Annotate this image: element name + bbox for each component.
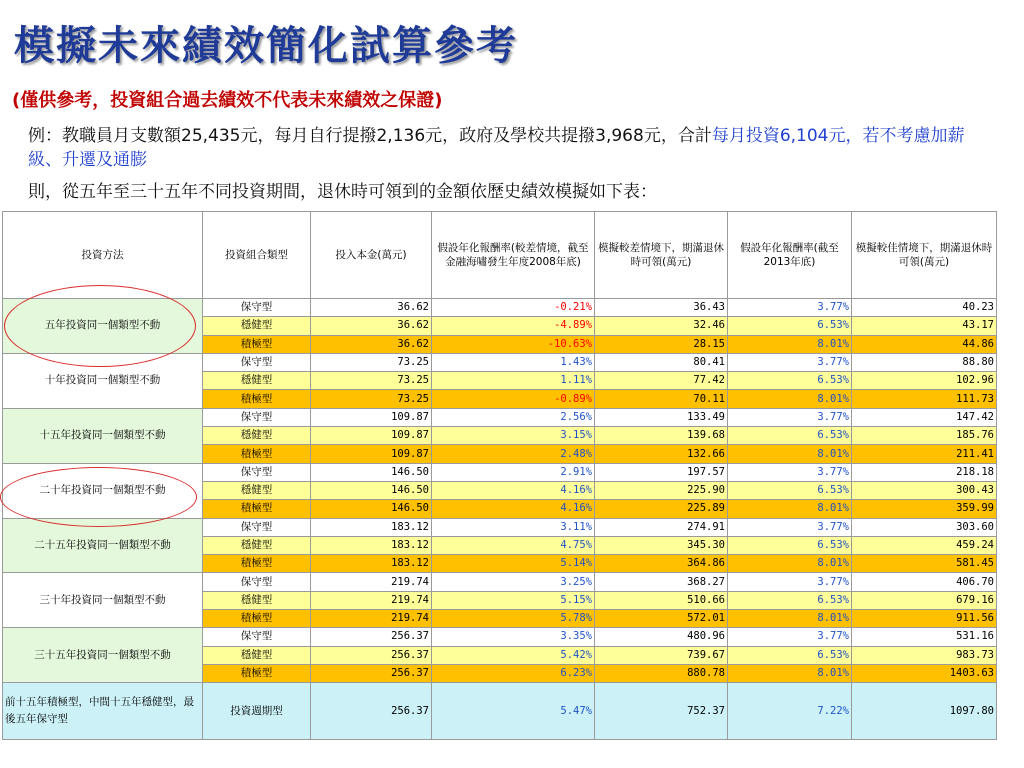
highlight-circle-20yr: [0, 467, 197, 527]
portfolio-type-cell: 穩健型: [203, 481, 311, 499]
good-rate-cell: 3.77%: [728, 628, 852, 646]
good-amount-cell: 40.23: [852, 299, 997, 317]
principal-cell: 219.74: [311, 591, 432, 609]
investment-method-cell: 三十年投資同一個類型不動: [3, 573, 203, 628]
good-rate-cell: 6.53%: [728, 372, 852, 390]
principal-cell: 146.50: [311, 481, 432, 499]
bad-amount-cell: 510.66: [595, 591, 728, 609]
bad-amount-cell: 133.49: [595, 408, 728, 426]
header-portfolio-type: 投資組合類型: [203, 212, 311, 299]
table-row: [3, 628, 997, 646]
bad-amount-cell: 32.46: [595, 317, 728, 335]
principal-cell: 183.12: [311, 555, 432, 573]
principal-cell: 256.37: [311, 683, 432, 740]
investment-method-cell: 五年投資同一個類型不動: [3, 299, 203, 354]
portfolio-type-cell: 穩健型: [203, 536, 311, 554]
good-amount-cell: 218.18: [852, 463, 997, 481]
portfolio-type-cell: 穩健型: [203, 427, 311, 445]
bad-amount-cell: 752.37: [595, 683, 728, 740]
principal-cell: 73.25: [311, 372, 432, 390]
bad-rate-cell: 3.25%: [432, 573, 595, 591]
investment-method-cell: 十年投資同一個類型不動: [3, 353, 203, 408]
bad-amount-cell: 36.43: [595, 299, 728, 317]
good-amount-cell: 359.99: [852, 500, 997, 518]
principal-cell: 36.62: [311, 299, 432, 317]
good-amount-cell: 43.17: [852, 317, 997, 335]
portfolio-type-cell: 保守型: [203, 408, 311, 426]
bad-rate-cell: 5.78%: [432, 610, 595, 628]
header-principal: 投入本金(萬元): [311, 212, 432, 299]
good-amount-cell: 581.45: [852, 555, 997, 573]
principal-cell: 73.25: [311, 390, 432, 408]
good-amount-cell: 459.24: [852, 536, 997, 554]
portfolio-type-cell: 積極型: [203, 390, 311, 408]
bad-amount-cell: 480.96: [595, 628, 728, 646]
portfolio-type-cell: 穩健型: [203, 591, 311, 609]
bad-amount-cell: 132.66: [595, 445, 728, 463]
good-amount-cell: 44.86: [852, 335, 997, 353]
principal-cell: 73.25: [311, 353, 432, 371]
bad-rate-cell: 5.47%: [432, 683, 595, 740]
bad-rate-cell: 3.11%: [432, 518, 595, 536]
portfolio-type-cell: 保守型: [203, 463, 311, 481]
good-amount-cell: 300.43: [852, 481, 997, 499]
portfolio-type-cell: 穩健型: [203, 646, 311, 664]
good-rate-cell: 6.53%: [728, 427, 852, 445]
bad-amount-cell: 572.01: [595, 610, 728, 628]
good-rate-cell: 3.77%: [728, 299, 852, 317]
bad-rate-cell: -0.89%: [432, 390, 595, 408]
example-highlight-text: 每月投資6,104元，若不考慮加薪級、升遷及通膨: [28, 126, 965, 170]
portfolio-type-cell: 積極型: [203, 610, 311, 628]
good-amount-cell: 211.41: [852, 445, 997, 463]
bad-rate-cell: 5.15%: [432, 591, 595, 609]
bad-rate-cell: 2.91%: [432, 463, 595, 481]
bad-rate-cell: 4.16%: [432, 500, 595, 518]
principal-cell: 109.87: [311, 408, 432, 426]
good-rate-cell: 3.77%: [728, 463, 852, 481]
portfolio-type-cell: 積極型: [203, 500, 311, 518]
principal-cell: 36.62: [311, 317, 432, 335]
good-amount-cell: 1097.80: [852, 683, 997, 740]
good-rate-cell: 3.77%: [728, 518, 852, 536]
bad-amount-cell: 345.30: [595, 536, 728, 554]
portfolio-type-cell: 積極型: [203, 664, 311, 682]
good-rate-cell: 6.53%: [728, 317, 852, 335]
portfolio-type-cell: 保守型: [203, 518, 311, 536]
good-rate-cell: 6.53%: [728, 646, 852, 664]
investment-method-cell: 二十五年投資同一個類型不動: [3, 518, 203, 573]
bad-rate-cell: 1.11%: [432, 372, 595, 390]
principal-cell: 36.62: [311, 335, 432, 353]
principal-cell: 256.37: [311, 646, 432, 664]
bad-amount-cell: 139.68: [595, 427, 728, 445]
principal-cell: 256.37: [311, 664, 432, 682]
good-amount-cell: 911.56: [852, 610, 997, 628]
example-paragraph: [28, 124, 994, 172]
bad-rate-cell: 1.43%: [432, 353, 595, 371]
good-amount-cell: 88.80: [852, 353, 997, 371]
table-row-cycle: [3, 683, 997, 740]
bad-amount-cell: 368.27: [595, 573, 728, 591]
bad-rate-cell: -0.21%: [432, 299, 595, 317]
portfolio-type-cell: 積極型: [203, 555, 311, 573]
bad-rate-cell: 5.14%: [432, 555, 595, 573]
header-bad-rate: 假設年化報酬率(較差情境，截至金融海嘯發生年度2008年底): [432, 212, 595, 299]
good-amount-cell: 303.60: [852, 518, 997, 536]
good-amount-cell: 1403.63: [852, 664, 997, 682]
bad-amount-cell: 364.86: [595, 555, 728, 573]
good-rate-cell: 8.01%: [728, 610, 852, 628]
principal-cell: 109.87: [311, 427, 432, 445]
good-amount-cell: 531.16: [852, 628, 997, 646]
portfolio-type-cell: 保守型: [203, 299, 311, 317]
bad-rate-cell: 4.75%: [432, 536, 595, 554]
highlight-circle-5yr: [4, 285, 196, 367]
table-header-row: [3, 212, 997, 299]
table-row: [3, 573, 997, 591]
table-row: [3, 408, 997, 426]
good-rate-cell: 8.01%: [728, 335, 852, 353]
principal-cell: 219.74: [311, 573, 432, 591]
principal-cell: 183.12: [311, 518, 432, 536]
portfolio-type-cell: 投資週期型: [203, 683, 311, 740]
portfolio-type-cell: 保守型: [203, 628, 311, 646]
bad-rate-cell: 2.56%: [432, 408, 595, 426]
bad-rate-cell: 3.15%: [432, 427, 595, 445]
good-rate-cell: 7.22%: [728, 683, 852, 740]
good-rate-cell: 3.77%: [728, 408, 852, 426]
good-rate-cell: 6.53%: [728, 481, 852, 499]
bad-rate-cell: -10.63%: [432, 335, 595, 353]
portfolio-type-cell: 積極型: [203, 445, 311, 463]
good-rate-cell: 8.01%: [728, 500, 852, 518]
bad-rate-cell: 2.48%: [432, 445, 595, 463]
good-rate-cell: 6.53%: [728, 536, 852, 554]
good-rate-cell: 8.01%: [728, 555, 852, 573]
bad-amount-cell: 225.89: [595, 500, 728, 518]
good-amount-cell: 983.73: [852, 646, 997, 664]
good-amount-cell: 185.76: [852, 427, 997, 445]
bad-rate-cell: -4.89%: [432, 317, 595, 335]
principal-cell: 256.37: [311, 628, 432, 646]
portfolio-type-cell: 穩健型: [203, 317, 311, 335]
page-title: 模擬未來績效簡化試算參考: [14, 23, 518, 69]
bad-rate-cell: 3.35%: [432, 628, 595, 646]
bad-amount-cell: 80.41: [595, 353, 728, 371]
good-rate-cell: 6.53%: [728, 591, 852, 609]
investment-method-cell: 前十五年積極型，中間十五年穩健型，最後五年保守型: [3, 683, 203, 740]
header-bad-amount: 模擬較差情境下，期滿退休時可領(萬元): [595, 212, 728, 299]
portfolio-type-cell: 保守型: [203, 573, 311, 591]
portfolio-type-cell: 保守型: [203, 353, 311, 371]
principal-cell: 183.12: [311, 536, 432, 554]
good-rate-cell: 3.77%: [728, 573, 852, 591]
bad-amount-cell: 70.11: [595, 390, 728, 408]
disclaimer-subtitle: (僅供參考，投資組合過去績效不代表未來績效之保證): [12, 90, 443, 111]
good-amount-cell: 102.96: [852, 372, 997, 390]
bad-amount-cell: 274.91: [595, 518, 728, 536]
good-amount-cell: 111.73: [852, 390, 997, 408]
header-good-rate: 假設年化報酬率(截至2013年底): [728, 212, 852, 299]
investment-method-cell: 三十五年投資同一個類型不動: [3, 628, 203, 683]
example-text: 例：教職員月支數額25,435元，每月自行提撥2,136元，政府及學校共提撥3,968元，合計: [28, 126, 712, 146]
bad-amount-cell: 880.78: [595, 664, 728, 682]
bad-amount-cell: 225.90: [595, 481, 728, 499]
bad-amount-cell: 739.67: [595, 646, 728, 664]
header-good-amount: 模擬較佳情境下，期滿退休時可領(萬元): [852, 212, 997, 299]
header-method: 投資方法: [3, 212, 203, 299]
bad-rate-cell: 6.23%: [432, 664, 595, 682]
good-rate-cell: 8.01%: [728, 445, 852, 463]
good-rate-cell: 3.77%: [728, 353, 852, 371]
portfolio-type-cell: 積極型: [203, 335, 311, 353]
bad-amount-cell: 77.42: [595, 372, 728, 390]
good-amount-cell: 679.16: [852, 591, 997, 609]
portfolio-type-cell: 穩健型: [203, 372, 311, 390]
principal-cell: 146.50: [311, 463, 432, 481]
good-rate-cell: 8.01%: [728, 390, 852, 408]
principal-cell: 109.87: [311, 445, 432, 463]
principal-cell: 219.74: [311, 610, 432, 628]
bad-amount-cell: 197.57: [595, 463, 728, 481]
bad-rate-cell: 5.42%: [432, 646, 595, 664]
bad-amount-cell: 28.15: [595, 335, 728, 353]
good-amount-cell: 406.70: [852, 573, 997, 591]
good-amount-cell: 147.42: [852, 408, 997, 426]
table-intro-text: 則，從五年至三十五年不同投資期間，退休時可領到的金額依歷史績效模擬如下表：: [28, 182, 657, 202]
investment-method-cell: 十五年投資同一個類型不動: [3, 408, 203, 463]
investment-method-cell: 二十年投資同一個類型不動: [3, 463, 203, 518]
principal-cell: 146.50: [311, 500, 432, 518]
good-rate-cell: 8.01%: [728, 664, 852, 682]
bad-rate-cell: 4.16%: [432, 481, 595, 499]
